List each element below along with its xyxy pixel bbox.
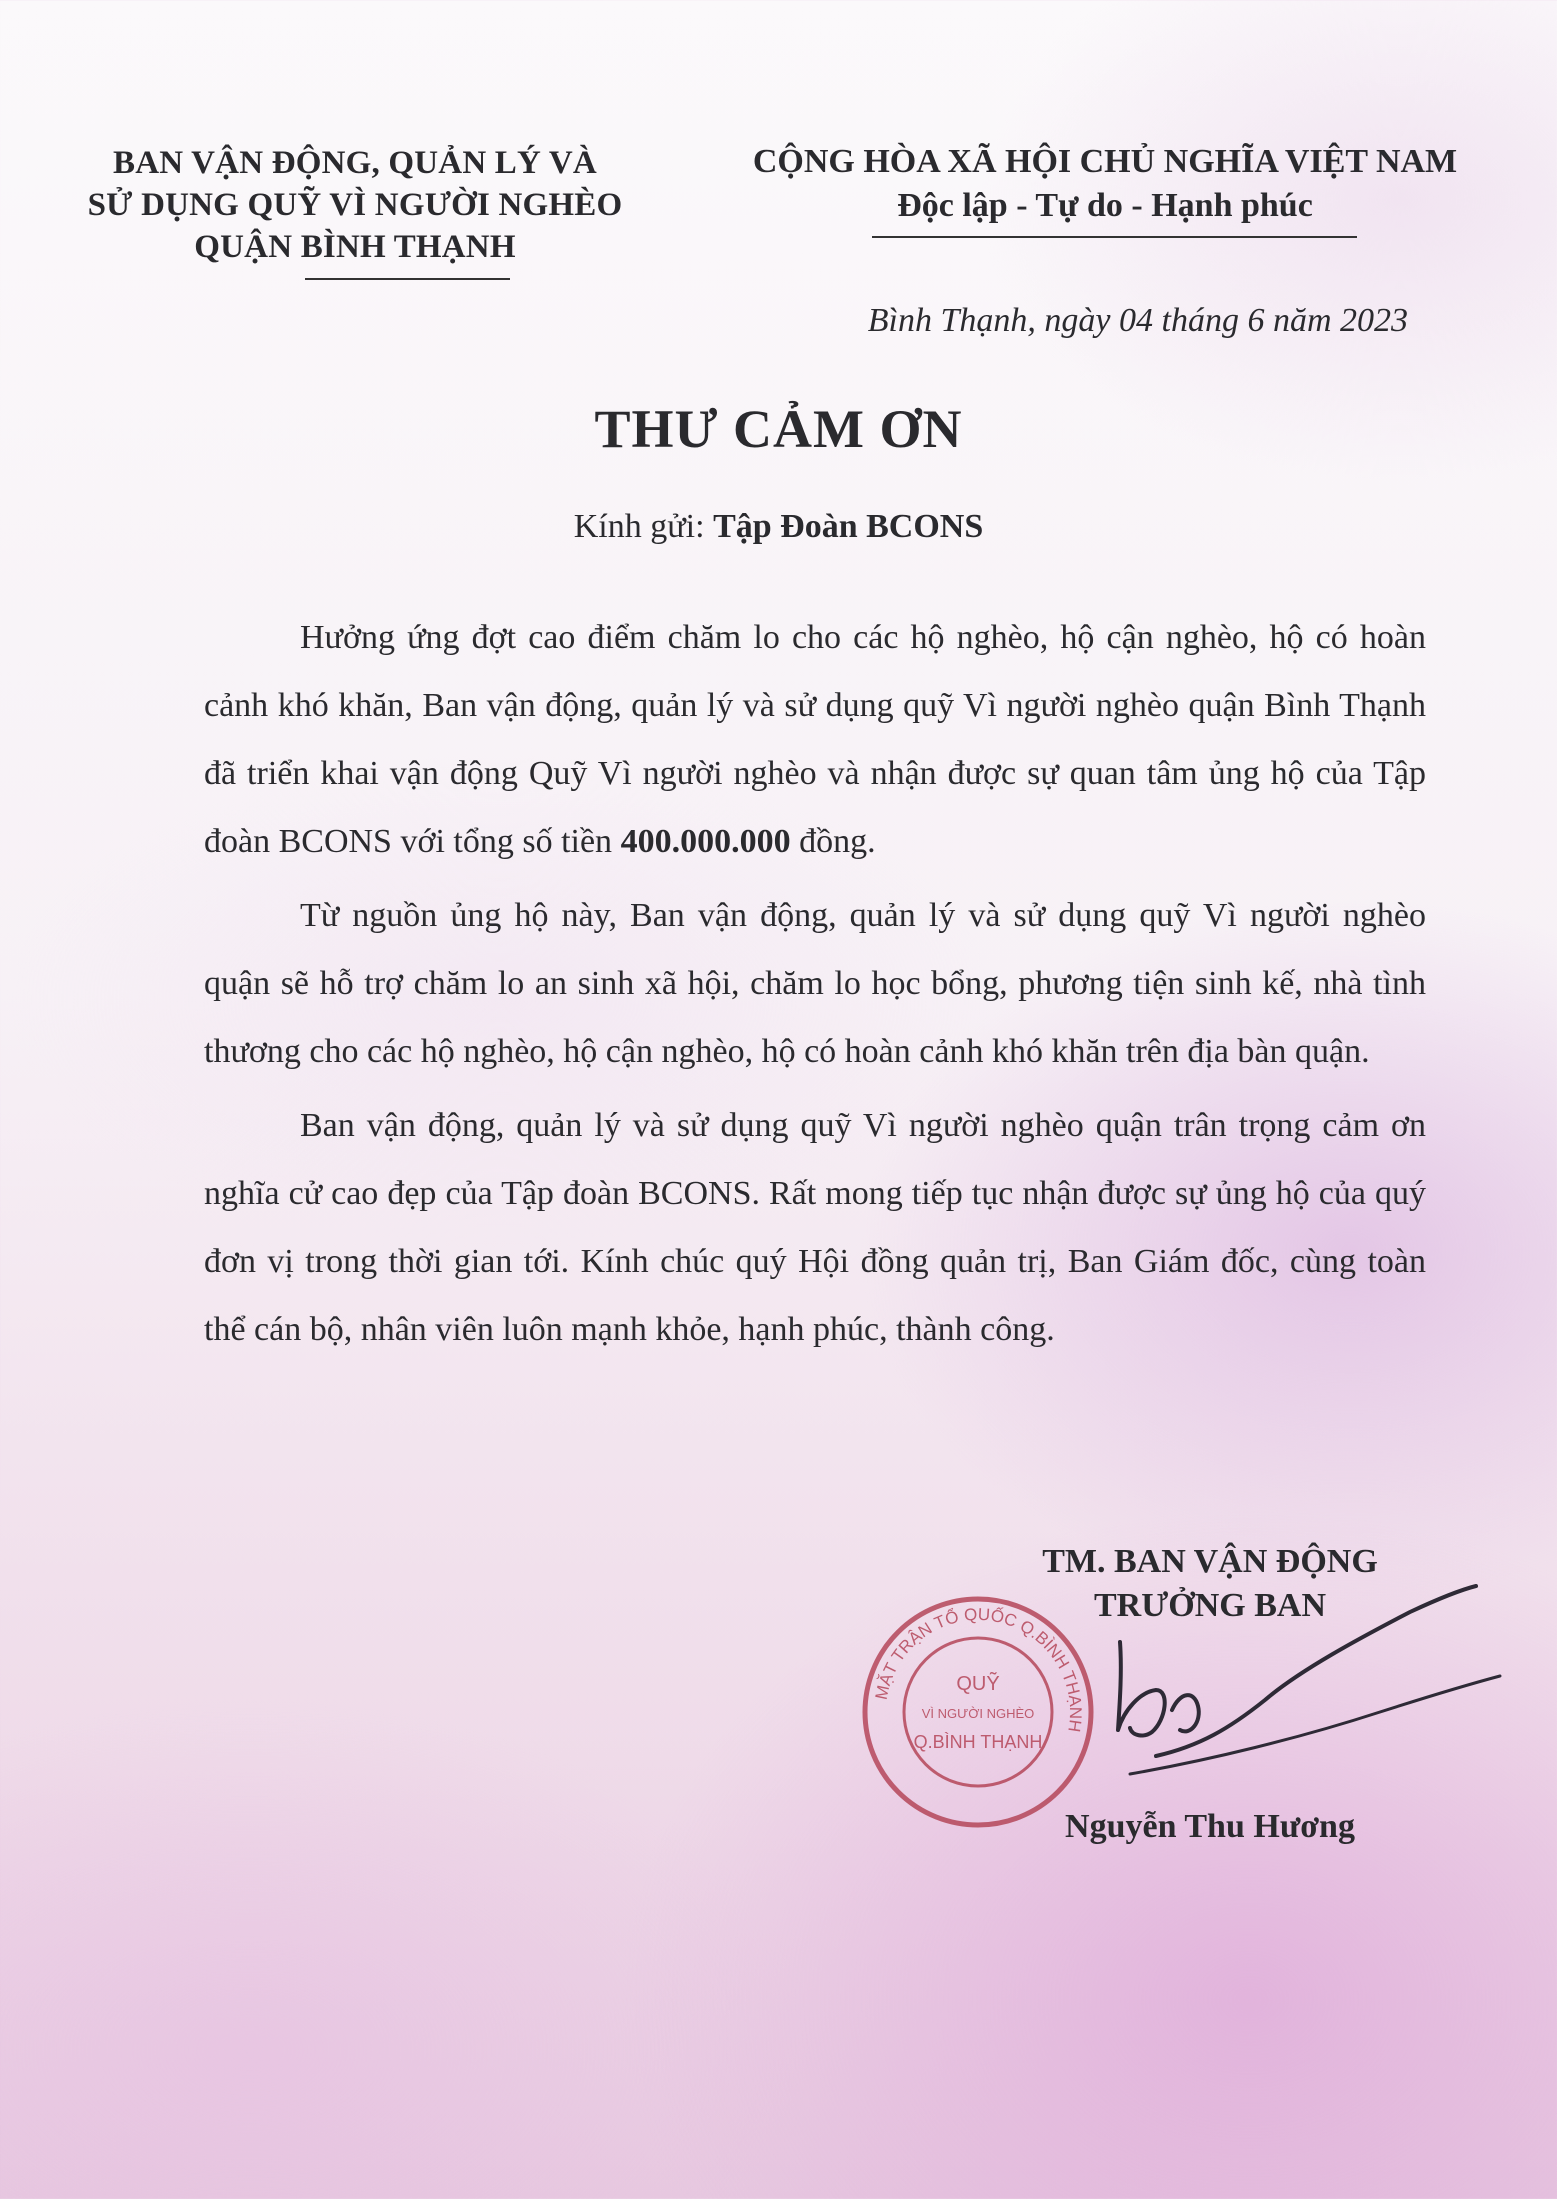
signature-title-2: TRƯỞNG BAN (1093, 1587, 1327, 1624)
nation-name: CỘNG HÒA XÃ HỘI CHỦ NGHĨA VIỆT NAM (752, 143, 1458, 180)
paragraph-3: Ban vận động, quản lý và sử dụng quỹ Vì người nghèo quận trân trọng cảm ơn nghĩa cử cao đẹp của Tập đoàn BCONS. Rất mong tiếp tục nhận được sự ủng hộ của quý đơn vị trong thời gian tới. Kính chúc quý Hội đồng quản trị, Ban Giám đốc, cùng toàn thể cán bộ, nhân viên luôn mạnh khỏe, hạnh phúc, thành công. (204, 1107, 1426, 1348)
recipient-line (0, 508, 1557, 546)
signature-title-1: TM. BAN VẬN ĐỘNG (1042, 1543, 1378, 1580)
org-underline (305, 278, 510, 280)
issuing-organization (80, 142, 630, 268)
org-line-3: QUẬN BÌNH THẠNH (194, 229, 516, 265)
paragraph-2: Từ nguồn ủng hộ này, Ban vận động, quản lý và sử dụng quỹ Vì người nghèo quận sẽ hỗ trợ chăm lo an sinh xã hội, chăm lo học bổng, phương tiện sinh kế, nhà tình thương cho các hộ nghèo, hộ cận nghèo, hộ có hoàn cảnh khó khăn trên địa bàn quận. (204, 897, 1426, 1070)
signer-name: Nguyễn Thu Hương (1065, 1808, 1355, 1845)
recipient-name: Tập Đoàn BCONS (713, 508, 984, 545)
org-line-1: BAN VẬN ĐỘNG, QUẢN LÝ VÀ (113, 145, 597, 181)
handwritten-signature (1060, 1560, 1510, 1800)
paragraph-1-text: Hưởng ứng đợt cao điểm chăm lo cho các hộ nghèo, hộ cận nghèo, hộ có hoàn cảnh khó khăn, Ban vận động, quản lý và sử dụng quỹ Vì người nghèo quận Bình Thạnh đã triển khai vận động Quỹ Vì người nghèo và nhận được sự quan tâm ủng hộ của Tập đoàn BCONS với tổng số tiền (204, 619, 1426, 860)
seal-center-line-2: VÌ NGƯỜI NGHÈO (921, 1706, 1035, 1721)
recipient-prefix: Kính gửi: (573, 508, 705, 545)
document-title: THƯ CẢM ƠN (594, 399, 963, 459)
donation-amount: 400.000.000 (620, 823, 791, 860)
currency-unit: đồng. (799, 823, 876, 860)
motto-underline (872, 236, 1357, 238)
paragraph-1 (204, 604, 1426, 876)
date-line: Bình Thạnh, ngày 04 tháng 6 năm 2023 (867, 302, 1408, 339)
letter-body (204, 604, 1426, 1370)
seal-center-line-3: Q.BÌNH THẠNH (913, 1732, 1043, 1752)
nation-motto: Độc lập - Tự do - Hạnh phúc (897, 187, 1313, 224)
seal-ring-text: MẶT TRẬN TỔ QUỐC Q.BÌNH THẠNH (871, 1604, 1086, 1734)
seal-center-line-1: QUỸ (956, 1673, 1000, 1695)
national-header (735, 140, 1475, 228)
org-line-2: SỬ DỤNG QUỸ VÌ NGƯỜI NGHÈO (87, 187, 623, 223)
